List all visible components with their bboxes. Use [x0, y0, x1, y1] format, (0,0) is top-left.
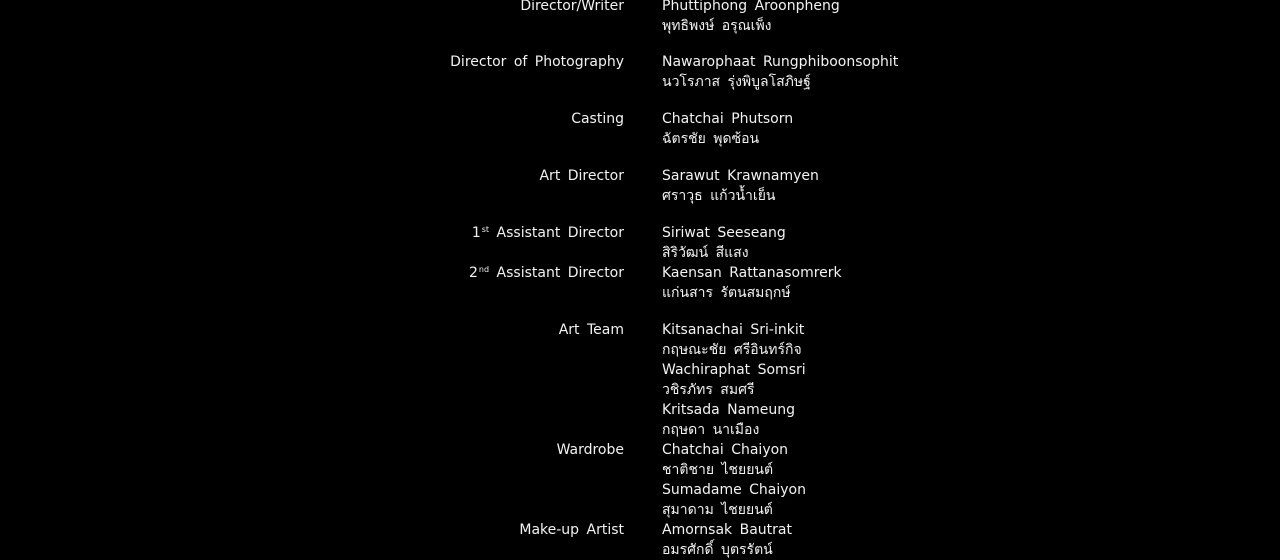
name-english: Kitsanachai Sri-inkit: [662, 322, 805, 338]
name-english: Amornsak Bautrat: [662, 522, 792, 538]
credit-wardrobe: [0, 440, 1280, 460]
role-label: 2nd Assistant Director: [469, 265, 624, 281]
name-english: Kritsada Nameung: [662, 402, 796, 418]
credit-art-team-line: [0, 360, 1280, 380]
credit-director-of-photography: [0, 52, 1280, 72]
role-label: Casting: [571, 111, 624, 127]
credit-second-assistant-director: [0, 263, 1280, 283]
credit-art-team: [0, 320, 1280, 340]
name-thai: แก่นสาร รัตนสมฤกษ์: [662, 285, 791, 301]
name-thai: อมรศักดิ์ บุตรรัตน์: [662, 542, 773, 558]
role-label: Director/Writer: [520, 0, 624, 14]
name-english: Kaensan Rattanasomrerk: [662, 265, 842, 281]
name-english: Chatchai Phutsorn: [662, 111, 794, 127]
name-english: Sarawut Krawnamyen: [662, 168, 819, 184]
credit-art-team-line: [0, 380, 1280, 400]
name-thai: วชิรภัทร สมศรี: [662, 382, 755, 398]
credit-second-assistant-director-thai: [0, 283, 1280, 303]
role-label: 1st Assistant Director: [471, 225, 624, 241]
credit-art-team-line: [0, 420, 1280, 440]
credit-director-writer: [0, 0, 1280, 16]
credit-casting-thai: [0, 129, 1280, 149]
name-thai: สุมาดาม ไชยยนต์: [662, 502, 773, 518]
name-thai: กฤษณะชัย ศรีอินทร์กิจ: [662, 342, 802, 358]
name-thai: ศราวุธ แก้วน้ำเย็น: [662, 188, 776, 204]
name-english: Sumadame Chaiyon: [662, 482, 806, 498]
credit-first-assistant-director-thai: [0, 243, 1280, 263]
credit-art-director: [0, 166, 1280, 186]
name-thai: ฉัตรชัย พุดซ้อน: [662, 131, 760, 147]
credit-director-of-photography-thai: [0, 72, 1280, 92]
role-label: Make-up Artist: [519, 522, 624, 538]
name-english: Phuttiphong Aroonpheng: [662, 0, 840, 14]
name-english: Wachiraphat Somsri: [662, 362, 806, 378]
name-thai: สิริวัฒน์ สีแสง: [662, 245, 749, 261]
name-thai: ชาติชาย ไชยยนต์: [662, 462, 774, 478]
credit-wardrobe-line: [0, 480, 1280, 500]
name-thai: พุทธิพงษ์ อรุณเพ็ง: [662, 18, 772, 34]
name-english: Chatchai Chaiyon: [662, 442, 789, 458]
credit-art-team-line: [0, 400, 1280, 420]
credit-wardrobe-line: [0, 500, 1280, 520]
credit-makeup-artist-thai: [0, 540, 1280, 560]
role-label: Art Director: [539, 168, 624, 184]
credit-casting: [0, 109, 1280, 129]
name-thai: นวโรภาส รุ่งพิบูลโสภิษฐ์: [662, 74, 811, 90]
credit-makeup-artist: [0, 520, 1280, 540]
credit-art-team-line: [0, 340, 1280, 360]
credit-first-assistant-director: [0, 223, 1280, 243]
role-label: Art Team: [558, 322, 624, 338]
role-label: Director of Photography: [450, 54, 624, 70]
name-english: Siriwat Seeseang: [662, 225, 786, 241]
role-label: Wardrobe: [556, 442, 624, 458]
name-thai: กฤษดา นาเมือง: [662, 422, 760, 438]
credit-wardrobe-line: [0, 460, 1280, 480]
name-english: Nawarophaat Rungphiboonsophit: [662, 54, 899, 70]
credit-director-writer-thai: [0, 16, 1280, 36]
credit-art-director-thai: [0, 186, 1280, 206]
